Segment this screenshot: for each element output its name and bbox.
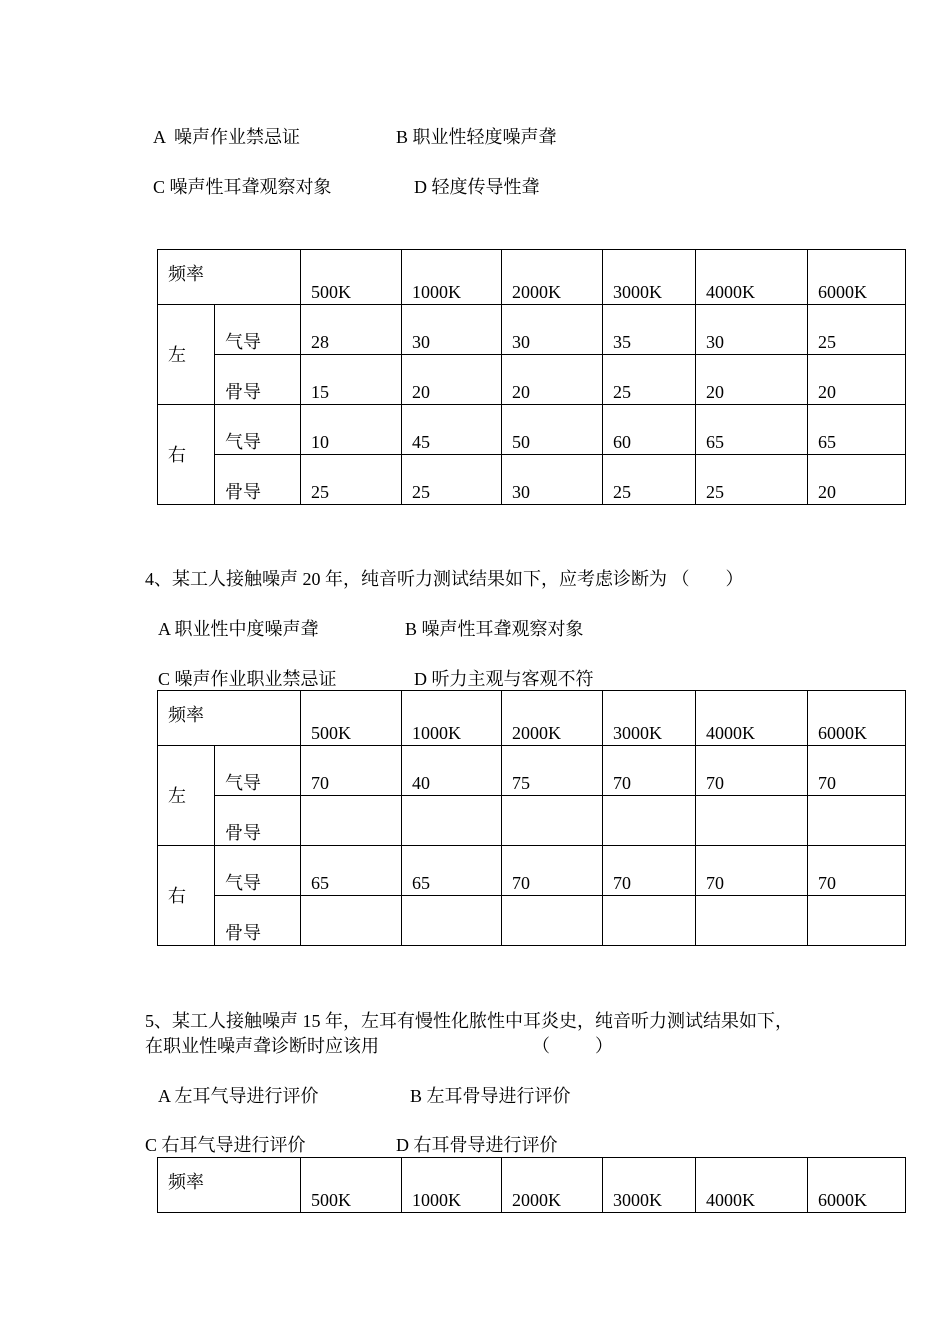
bone-conduction-label: 骨导 bbox=[215, 455, 301, 505]
value-cell: 70 bbox=[696, 846, 808, 896]
value-cell: 70 bbox=[502, 846, 603, 896]
value-cell: 30 bbox=[502, 455, 603, 505]
table-row bbox=[158, 405, 906, 455]
table-row bbox=[158, 846, 906, 896]
value-cell: 20 bbox=[502, 355, 603, 405]
freq-header: 4000K bbox=[696, 250, 808, 305]
value-cell: 30 bbox=[502, 305, 603, 355]
option-d: D 轻度传导性聋 bbox=[414, 177, 540, 197]
value-cell bbox=[502, 796, 603, 846]
freq-header: 3000K bbox=[603, 691, 696, 746]
freq-header: 1000K bbox=[402, 1158, 502, 1213]
question-4: 4、某工人接触噪声 20 年，纯音听力测试结果如下，应考虑诊断为 （ ） bbox=[145, 569, 744, 589]
bone-conduction-label: 骨导 bbox=[215, 796, 301, 846]
freq-header: 4000K bbox=[696, 1158, 808, 1213]
option-d: D 听力主观与客观不符 bbox=[414, 669, 594, 689]
freq-header: 2000K bbox=[502, 1158, 603, 1213]
value-cell bbox=[603, 896, 696, 946]
value-cell bbox=[301, 896, 402, 946]
value-cell: 10 bbox=[301, 405, 402, 455]
value-cell: 25 bbox=[603, 355, 696, 405]
value-cell: 70 bbox=[301, 746, 402, 796]
option-a: A 左耳气导进行评价 bbox=[158, 1086, 319, 1106]
value-cell: 65 bbox=[402, 846, 502, 896]
table-row bbox=[158, 355, 906, 405]
value-cell bbox=[696, 796, 808, 846]
table-row bbox=[158, 455, 906, 505]
freq-header: 500K bbox=[301, 1158, 402, 1213]
value-cell: 20 bbox=[808, 455, 906, 505]
freq-header: 500K bbox=[301, 691, 402, 746]
air-conduction-label: 气导 bbox=[215, 405, 301, 455]
question-5-line-1: 5、某工人接触噪声 15 年，左耳有慢性化脓性中耳炎史，纯音听力测试结果如下， bbox=[145, 1011, 793, 1031]
option-c: C 右耳气导进行评价 bbox=[145, 1135, 306, 1155]
right-ear-label: 右 bbox=[158, 846, 215, 946]
freq-header: 1000K bbox=[402, 691, 502, 746]
option-d: D 右耳骨导进行评价 bbox=[396, 1135, 558, 1155]
value-cell: 25 bbox=[402, 455, 502, 505]
value-cell: 60 bbox=[603, 405, 696, 455]
frequency-label: 频率 bbox=[158, 250, 301, 305]
freq-header: 4000K bbox=[696, 691, 808, 746]
value-cell: 75 bbox=[502, 746, 603, 796]
value-cell: 30 bbox=[696, 305, 808, 355]
value-cell bbox=[402, 896, 502, 946]
frequency-label: 频率 bbox=[158, 1158, 301, 1213]
audiogram-table bbox=[157, 249, 906, 505]
value-cell: 30 bbox=[402, 305, 502, 355]
air-conduction-label: 气导 bbox=[215, 846, 301, 896]
value-cell: 65 bbox=[301, 846, 402, 896]
frequency-label: 频率 bbox=[158, 691, 301, 746]
option-b: B 职业性轻度噪声聋 bbox=[396, 127, 557, 147]
bone-conduction-label: 骨导 bbox=[215, 896, 301, 946]
option-a: A 噪声作业禁忌证 bbox=[153, 127, 301, 147]
value-cell: 70 bbox=[808, 846, 906, 896]
freq-header: 3000K bbox=[603, 250, 696, 305]
freq-header: 3000K bbox=[603, 1158, 696, 1213]
value-cell: 25 bbox=[808, 305, 906, 355]
audiogram-table bbox=[157, 1157, 906, 1213]
option-c: C 噪声作业职业禁忌证 bbox=[158, 669, 337, 689]
value-cell: 65 bbox=[808, 405, 906, 455]
value-cell: 28 bbox=[301, 305, 402, 355]
table-row bbox=[158, 305, 906, 355]
value-cell bbox=[502, 896, 603, 946]
option-c: C 噪声性耳聋观察对象 bbox=[153, 177, 332, 197]
freq-header: 6000K bbox=[808, 691, 906, 746]
bone-conduction-label: 骨导 bbox=[215, 355, 301, 405]
value-cell: 50 bbox=[502, 405, 603, 455]
option-a: A 职业性中度噪声聋 bbox=[158, 619, 319, 639]
header-row bbox=[158, 691, 906, 746]
value-cell bbox=[603, 796, 696, 846]
header-row bbox=[158, 1158, 906, 1213]
freq-header: 2000K bbox=[502, 250, 603, 305]
value-cell: 70 bbox=[603, 746, 696, 796]
value-cell: 20 bbox=[402, 355, 502, 405]
value-cell: 35 bbox=[603, 305, 696, 355]
table-row bbox=[158, 746, 906, 796]
freq-header: 6000K bbox=[808, 250, 906, 305]
left-ear-label: 左 bbox=[158, 305, 215, 405]
table-row bbox=[158, 796, 906, 846]
option-b: B 噪声性耳聋观察对象 bbox=[405, 619, 584, 639]
value-cell: 70 bbox=[603, 846, 696, 896]
value-cell: 25 bbox=[301, 455, 402, 505]
value-cell: 15 bbox=[301, 355, 402, 405]
value-cell: 70 bbox=[696, 746, 808, 796]
freq-header: 500K bbox=[301, 250, 402, 305]
freq-header: 6000K bbox=[808, 1158, 906, 1213]
freq-header: 1000K bbox=[402, 250, 502, 305]
right-ear-label: 右 bbox=[158, 405, 215, 505]
freq-header: 2000K bbox=[502, 691, 603, 746]
air-conduction-label: 气导 bbox=[215, 746, 301, 796]
value-cell: 65 bbox=[696, 405, 808, 455]
value-cell: 20 bbox=[808, 355, 906, 405]
value-cell: 40 bbox=[402, 746, 502, 796]
value-cell: 70 bbox=[808, 746, 906, 796]
question-5-line-2: 在职业性噪声聋诊断时应该用 （ ） bbox=[145, 1036, 613, 1056]
value-cell bbox=[301, 796, 402, 846]
table-row bbox=[158, 896, 906, 946]
value-cell bbox=[402, 796, 502, 846]
value-cell: 25 bbox=[603, 455, 696, 505]
value-cell bbox=[808, 896, 906, 946]
header-row bbox=[158, 250, 906, 305]
left-ear-label: 左 bbox=[158, 746, 215, 846]
audiogram-table bbox=[157, 690, 906, 946]
value-cell: 25 bbox=[696, 455, 808, 505]
option-b: B 左耳骨导进行评价 bbox=[410, 1086, 571, 1106]
value-cell bbox=[696, 896, 808, 946]
air-conduction-label: 气导 bbox=[215, 305, 301, 355]
value-cell: 45 bbox=[402, 405, 502, 455]
value-cell bbox=[808, 796, 906, 846]
value-cell: 20 bbox=[696, 355, 808, 405]
